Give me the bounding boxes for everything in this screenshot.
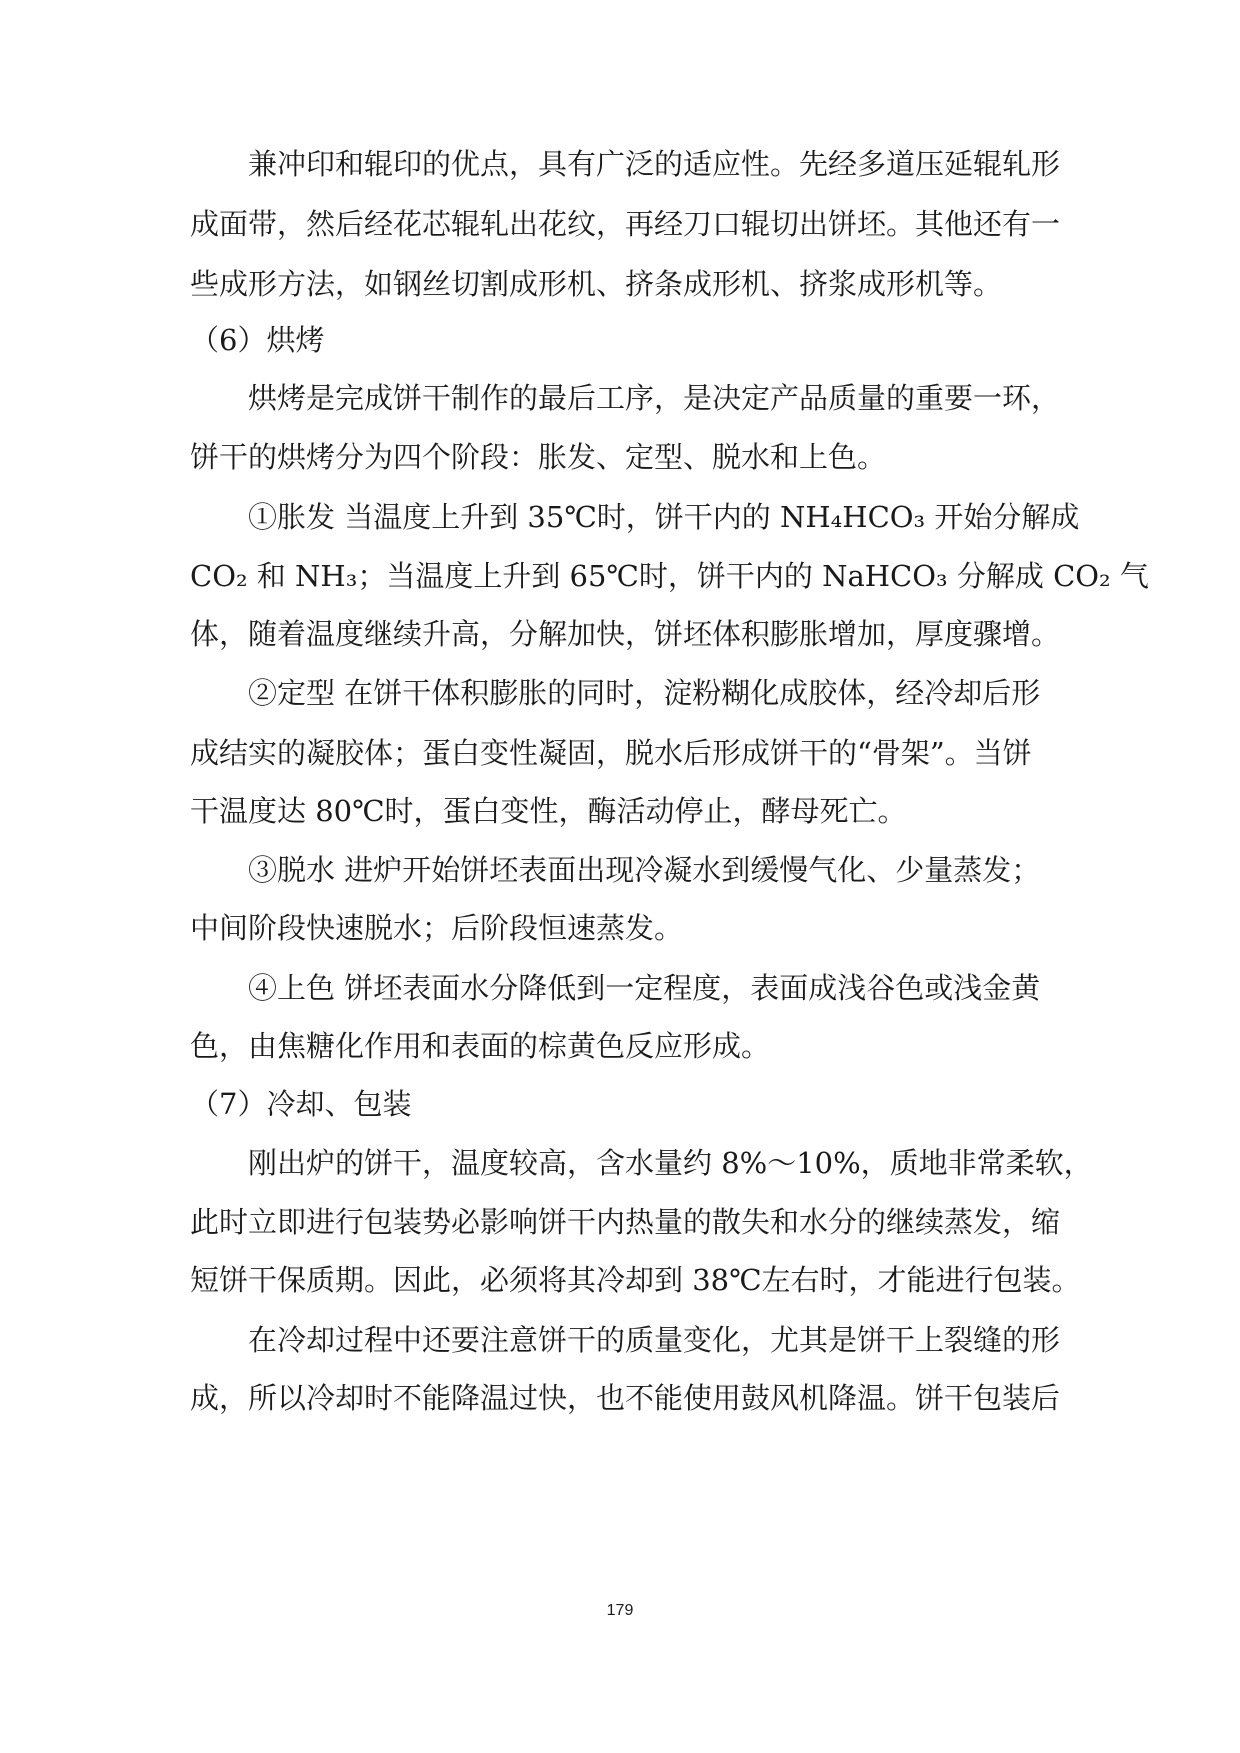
paragraph-line: 此时立即进行包装势必影响饼干内热量的散失和水分的继续蒸发，缩 bbox=[190, 1205, 1061, 1239]
paragraph-line: ①胀发 当温度上升到 35℃时，饼干内的 NH₄HCO₃ 开始分解成 bbox=[248, 500, 1080, 534]
paragraph-line: 色，由焦糖化作用和表面的棕黄色反应形成。 bbox=[190, 1029, 771, 1063]
paragraph-line: 短饼干保质期。因此，必须将其冷却到 38℃左右时，才能进行包装。 bbox=[190, 1263, 1081, 1297]
paragraph-line: 成结实的凝胶体；蛋白变性凝固，脱水后形成饼干的“骨架”。当饼 bbox=[190, 736, 1032, 770]
paragraph-line: 在冷却过程中还要注意饼干的质量变化，尤其是饼干上裂缝的形 bbox=[248, 1323, 1061, 1357]
paragraph-line: 烘烤是完成饼干制作的最后工序，是决定产品质量的重要一环， bbox=[248, 381, 1061, 415]
paragraph-line: 成面带，然后经花芯辊轧出花纹，再经刀口辊切出饼坯。其他还有一 bbox=[190, 207, 1061, 241]
page-number: 179 bbox=[606, 1602, 634, 1619]
paragraph-line: 干温度达 80℃时，蛋白变性，酶活动停止，酵母死亡。 bbox=[190, 794, 907, 828]
paragraph-line: 兼冲印和辊印的优点，具有广泛的适应性。先经多道压延辊轧形 bbox=[248, 147, 1061, 181]
section-heading: （7）冷却、包装 bbox=[190, 1087, 412, 1121]
paragraph-line: 成，所以冷却时不能降温过快，也不能使用鼓风机降温。饼干包装后 bbox=[190, 1381, 1061, 1415]
paragraph-line: CO₂ 和 NH₃；当温度上升到 65℃时，饼干内的 NaHCO₃ 分解成 CO₂ 气 bbox=[190, 559, 1149, 593]
paragraph-line: 些成形方法，如钢丝切割成形机、挤条成形机、挤浆成形机等。 bbox=[190, 267, 1003, 301]
paragraph-line: ②定型 在饼干体积膨胀的同时，淀粉糊化成胶体，经冷却后形 bbox=[248, 676, 1041, 710]
paragraph-line: ④上色 饼坯表面水分降低到一定程度，表面成浅谷色或浅金黄 bbox=[248, 971, 1041, 1005]
paragraph-line: 中间阶段快速脱水；后阶段恒速蒸发。 bbox=[190, 911, 684, 945]
paragraph-line: ③脱水 进炉开始饼坯表面出现冷凝水到缓慢气化、少量蒸发； bbox=[248, 853, 1041, 887]
paragraph-line: 饼干的烘烤分为四个阶段：胀发、定型、脱水和上色。 bbox=[190, 440, 887, 474]
paragraph-line: 刚出炉的饼干，温度较高，含水量约 8%～10%，质地非常柔软， bbox=[248, 1146, 1093, 1180]
section-heading: （6）烘烤 bbox=[190, 323, 325, 357]
paragraph-line: 体，随着温度继续升高，分解加快，饼坯体积膨胀增加，厚度骤增。 bbox=[190, 617, 1061, 651]
